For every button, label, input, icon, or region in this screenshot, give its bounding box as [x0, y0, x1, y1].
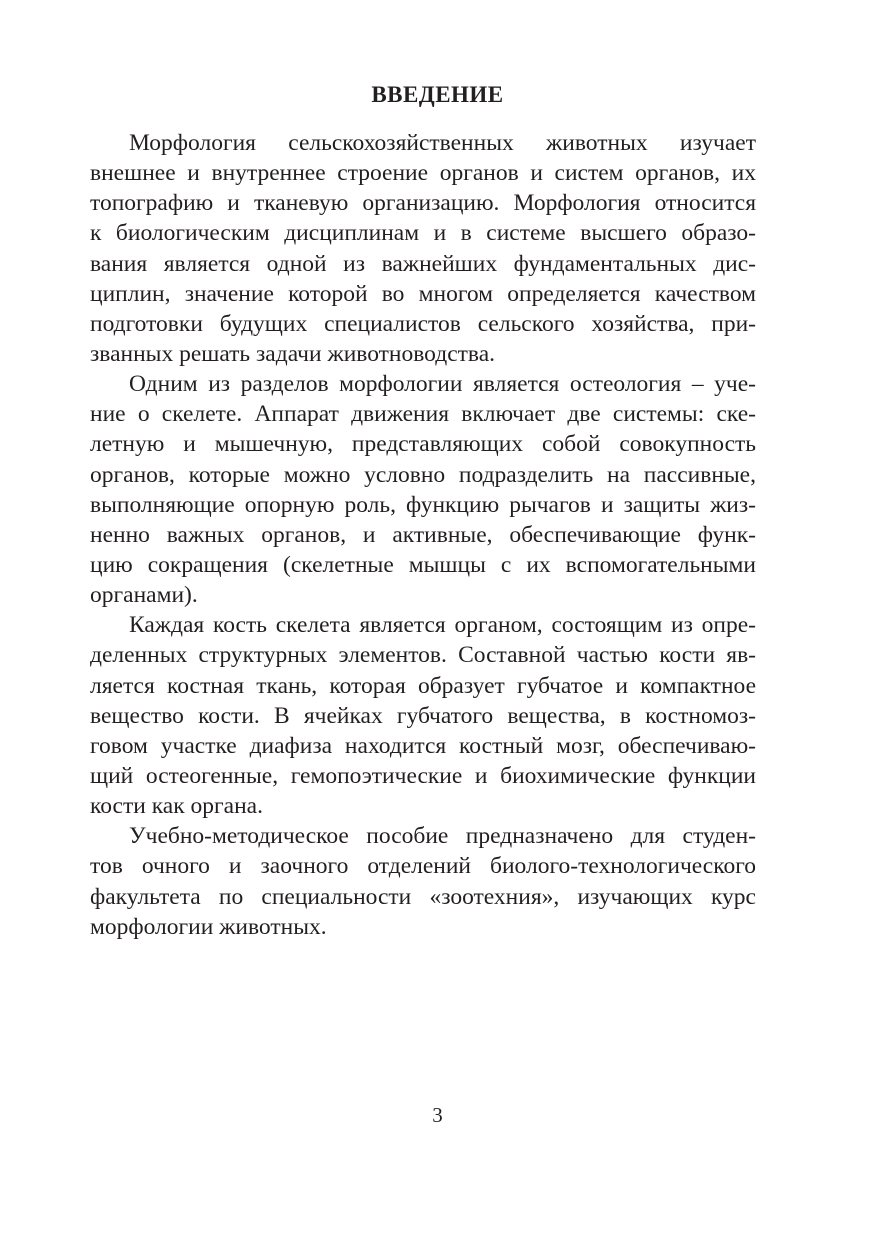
text-line: Морфология сельскохозяйственных животных изучает — [129, 130, 756, 156]
text-line: тов очного и заочного отделений биолого-технологического — [90, 853, 756, 880]
text-line: деленных структурных элементов. Составной частью кости яв- — [90, 642, 756, 669]
text-line: Учебно-методическое пособие предназначено для студен- — [129, 823, 756, 850]
body-text — [90, 128, 756, 942]
text-line: вещество кости. В ячейках губчатого вещества, в костномоз- — [90, 702, 756, 729]
text-line: к биологическим дисциплинам и в системе высшего образо- — [90, 220, 756, 247]
text-line: подготовки будущих специалистов сельского хозяйства, при- — [90, 310, 756, 337]
text-line: морфологии животных. — [90, 913, 327, 940]
text-line: Каждая кость скелета является органом, состоящим из опре- — [129, 612, 756, 639]
paragraph — [90, 369, 756, 610]
text-line: вания является одной из важнейших фундаментальных дис- — [90, 250, 756, 277]
page-number: 3 — [432, 1103, 443, 1127]
text-line: циплин, значение которой во многом определяется качеством — [90, 280, 756, 307]
text-line: говом участке диафиза находится костный мозг, обеспечиваю- — [90, 732, 756, 759]
paragraph — [90, 128, 756, 369]
text-line: органов, которые можно условно подразделить на пассивные, — [90, 461, 756, 488]
text-line: Одним из разделов морфологии является остеология – уче- — [129, 371, 756, 398]
text-line: выполняющие опорную роль, функцию рычагов и защиты жиз- — [90, 491, 756, 518]
paragraph — [90, 610, 756, 821]
page-title: ВВЕДЕНИЕ — [371, 82, 504, 107]
text-line: топографию и тканевую организацию. Морфология относится — [90, 190, 756, 217]
text-line: факультета по специальности «зоотехния», изучающих курс — [90, 883, 756, 910]
paragraph — [90, 821, 756, 942]
text-line: ненно важных органов, и активные, обеспечивающие функ- — [90, 521, 756, 548]
text-line: кости как органа. — [90, 793, 263, 820]
text-line: ляется костная ткань, которая образует губчатое и компактное — [90, 672, 756, 699]
text-line: званных решать задачи животноводства. — [90, 340, 495, 367]
text-line: летную и мышечную, представляющих собой совокупность — [90, 431, 756, 458]
text-line: ние о скелете. Аппарат движения включает две системы: ске- — [90, 401, 756, 428]
text-line: внешнее и внутреннее строение органов и систем органов, их — [90, 160, 756, 187]
text-line: цию сокращения (скелетные мышцы с их вспомогательными — [90, 551, 756, 578]
text-line: органами). — [90, 582, 198, 609]
text-line: щий остеогенные, гемопоэтические и биохимические функции — [90, 762, 756, 789]
